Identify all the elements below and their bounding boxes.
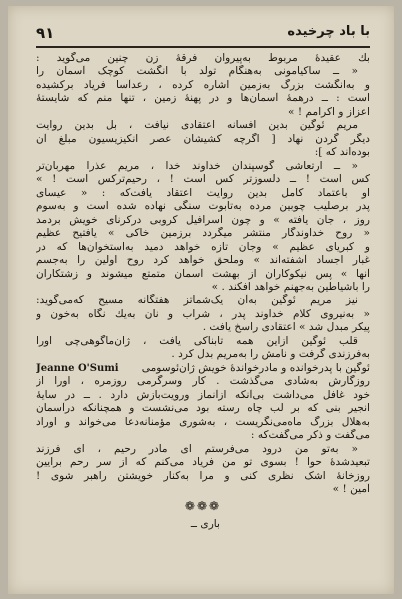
text-line: و کبریای عظیم » وجان تازه خواهد دمید به‌استخوان‌ها که در — [36, 240, 370, 253]
text-line: خود غافل می‌داشت بی‌آنکه ازآنماز ورویت‌بازش دارد . ــ در سایهٔ — [36, 388, 370, 401]
ornament-stars: ❁❁❁ — [184, 499, 222, 514]
text-line: « به‌نیروی کلام خداوند پدر ، شراب و نان به‌یك نگاه به‌خون و — [36, 307, 370, 320]
text-line: اعزاز و اکرامم ! » — [288, 105, 370, 118]
text-line: تبعیدشدهٔ حوا ! بسوی تو من فریاد می‌کنم که از سر رحم برایین — [36, 456, 370, 469]
text-line: قلب ئوگین ازاین همه تابناکی یافت ، ژان‌ماگوهی‌چی اورا — [36, 334, 358, 347]
text-line: آنها » پس نیکوکاران از بهشت آسمان متمتع میشوند و زشتکاران — [36, 267, 370, 280]
text-line: را باشیاطین به‌جهنم خواهد افکند . » — [211, 280, 370, 293]
text-line: پدر برصلیب چوبین مرده به‌تابوت سنگی نهاده شده است و به‌سوم — [36, 200, 370, 213]
running-title: با باد چرخیده — [287, 24, 370, 39]
page-header — [36, 22, 370, 48]
text-line: روز ، جان یافته » و چون اسرافیل کروبی درکرنای خویش بردمد — [36, 213, 370, 226]
text-line: پیکر مبدل شد » اعتقادی راسخ یافت . — [202, 321, 370, 334]
margin-note: Jeanne O'Sumi — [36, 362, 125, 375]
closing-line: باری ــ — [190, 518, 220, 531]
text-line: می‌گفت و ذکر می‌گفت‌که : — [250, 429, 370, 442]
text-line: روزگارش به‌شادی می‌گذشت . کار وسرگرمی روزمره ، اورا از — [36, 375, 370, 388]
text-line: است : ــ درهمهٔ آسمان‌ها و در پهنهٔ زمین ، تنها منم که شایستهٔ — [36, 92, 370, 105]
text-line: آمین ! » — [332, 483, 370, 495]
text-line: به‌هلال بزرگ ماه‌می‌نگریست ، به‌شوری مؤمنانه‌دعا می‌خواند و اوراد — [36, 415, 370, 428]
text-line: « به‌تو من درود می‌فرستم ای مادر رحیم ، ای فرزند — [36, 442, 358, 455]
text-line: غبار اجساد آشفته‌اند » وملحق خواهد کرد روح اولین را به‌جسم — [36, 254, 370, 267]
text-line: او باعتماد کامل بدین روایت اعتقاد یافت‌که : « عیسای — [36, 186, 370, 199]
text-line-with-margin-note — [36, 362, 370, 375]
text-line: روزخانهٔ اشک نظری کنی و مرا به‌کنار خویشتن راهبر شوی ! — [36, 469, 370, 482]
text-line: کس است ! ــ دلسوزتر کس است ! ، رحیم‌ترکس است ! » — [36, 173, 370, 186]
text-line: بوده‌اند که ]: — [314, 146, 370, 159]
text-line: انجیر بنی که بر لب چاه رسته بود می‌نشست و همچنانکه درآسمان — [36, 402, 370, 415]
text-line: به‌فرزندی گرفت و نامش را به‌مریم بدل کرد . — [171, 348, 370, 361]
text-line: « ــ ساکیامونی به‌هنگام تولد با انگشت کوچک آسمان را — [36, 65, 358, 78]
book-page — [8, 6, 394, 594]
text-line: دیگر گردن نهاد [ اگرچه کشیشان عصر انکیزیسیون مبلغ آن — [36, 132, 370, 145]
text-line: مریم ئوگین بدین افسانه اعتقادی نیافت ، بل بدین روایت — [36, 119, 358, 132]
text-line: و به‌انگشت بزرگ به‌زمین اشاره کرده ، رعدآسا فریاد برکشیده — [36, 78, 370, 91]
text-line: « روح خداوندگار منتشر میگردد برزمین خاکی » یافتیح عظیم — [36, 227, 370, 240]
text-line: « ــ ارتعاشی گوسپندان خداوند خدا ، مریم عذرا مهربان‌تر — [36, 159, 358, 172]
text-line: ئوگین با پدرخوانده و مادرخواندهٔ خویش ژان‌ئوسومی — [141, 361, 370, 374]
text-line: بك عقیدهٔ مربوط به‌پیروان فرقهٔ زن چنین می‌گوید : — [36, 52, 370, 64]
page-number: ۹۱ — [36, 24, 55, 42]
text-line: نیز مریم ئوگین به‌آن یک‌شماتز هفتگانه مسیح که‌می‌گوید: — [36, 294, 358, 307]
page-body — [36, 52, 370, 564]
